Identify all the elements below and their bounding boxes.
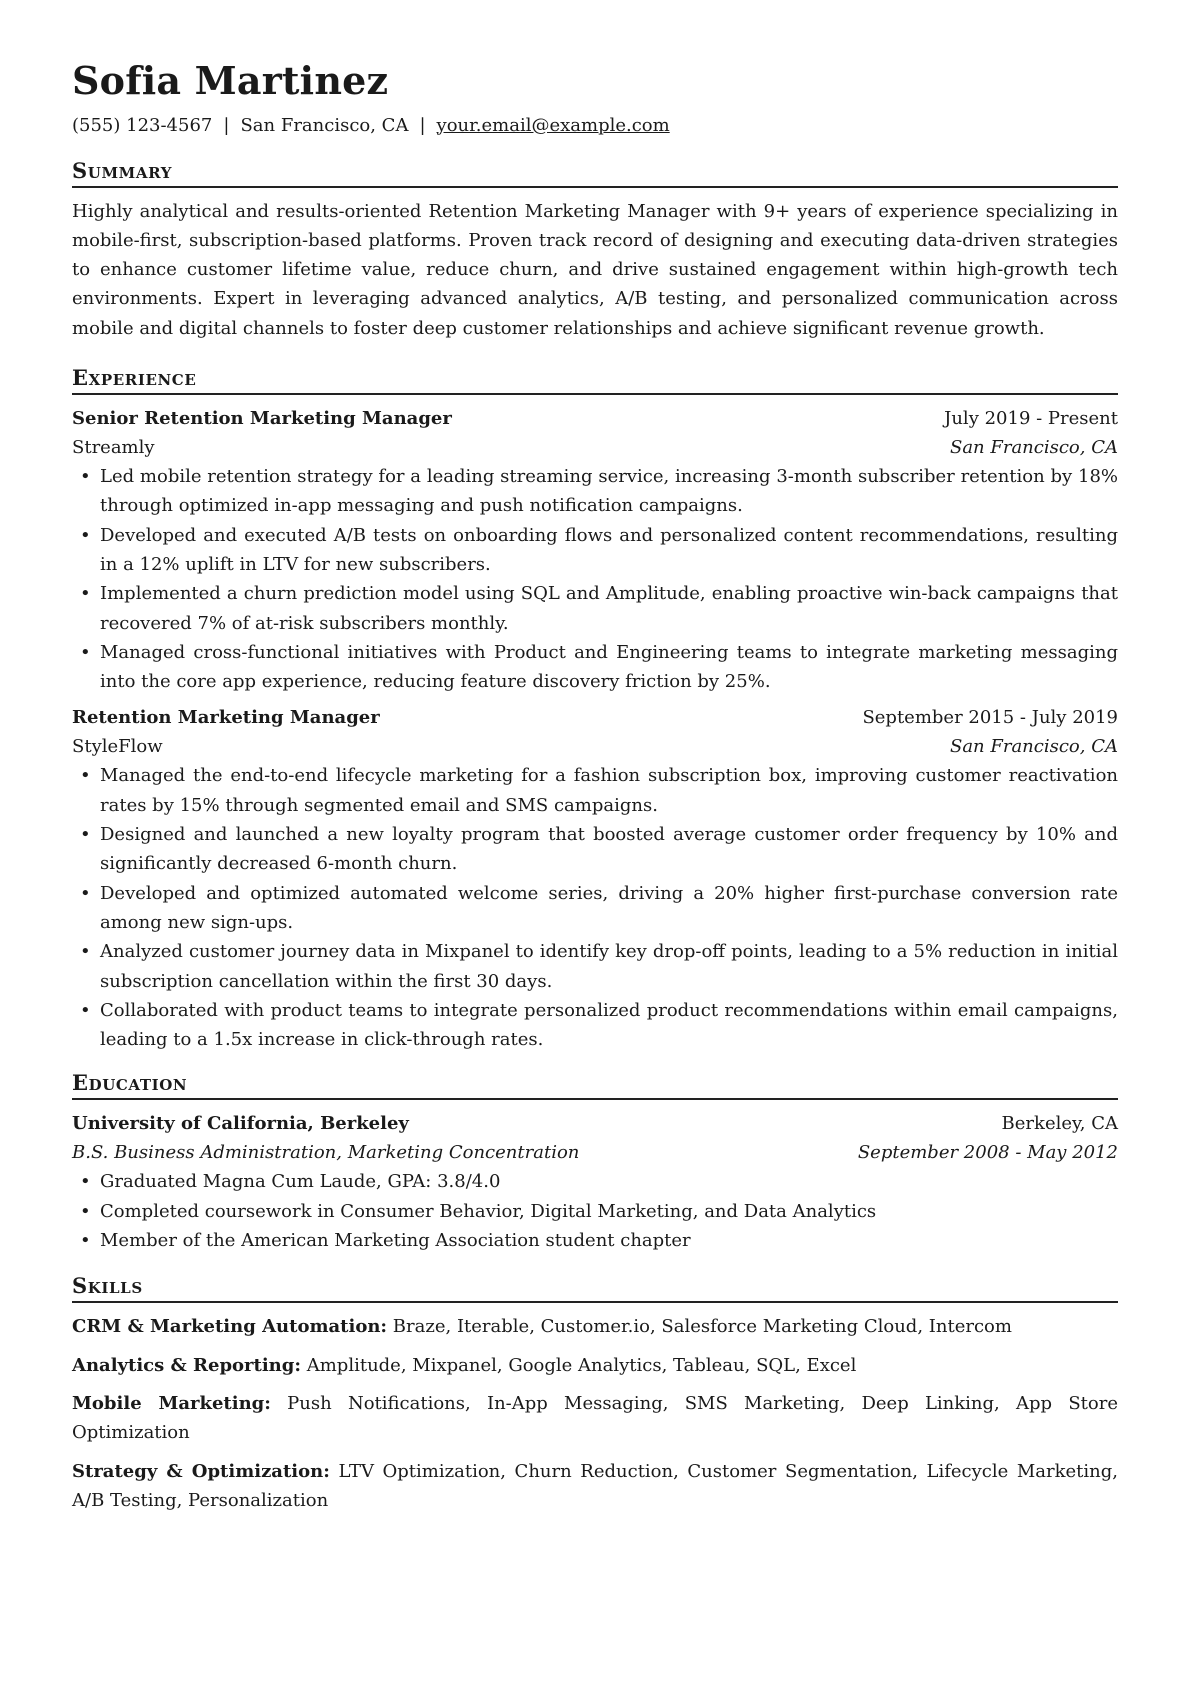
bullet-icon: • — [80, 941, 91, 963]
list-item — [72, 579, 1118, 638]
summary-text: Highly analytical and results-oriented Retention Marketing Manager with 9+ years of experience specializing in mobile-first, subscription-based platforms. Proven track record of designing and executing data-driven strategies to enhance customer lifetime value, reduce churn, and drive sustained engagement within high-growth tech environments. Expert in leveraging advanced analytics, A/B testing, and personalized communication across mobile and digital channels to foster deep customer relationships and achieve significant revenue growth. — [72, 200, 1118, 339]
job-company: StyleFlow — [72, 736, 163, 758]
skill-line — [72, 1312, 1118, 1341]
bullet-text: Developed and executed A/B tests on onboarding flows and personalized content recommendations, resulting in a 12% uplift in LTV for new subscribers. — [100, 524, 1118, 575]
skill-label: Mobile Marketing: — [72, 1392, 271, 1414]
school-name: University of California, Berkeley — [72, 1113, 409, 1135]
education-heading: Education — [72, 1070, 1118, 1100]
list-item — [72, 1167, 1118, 1196]
skill-label: Strategy & Optimization: — [72, 1460, 330, 1482]
list-item — [72, 879, 1118, 938]
job-bullets — [72, 761, 1118, 1054]
candidate-name: Sofia Martinez — [72, 58, 389, 103]
job-location: San Francisco, CA — [949, 736, 1118, 758]
degree-name: B.S. Business Administration, Marketing Concentration — [72, 1142, 580, 1164]
list-item — [72, 521, 1118, 580]
contact-separator: | — [419, 114, 426, 136]
bullet-icon: • — [80, 583, 91, 605]
job-location: San Francisco, CA — [949, 437, 1118, 459]
bullet-icon: • — [80, 466, 91, 488]
job-company: Streamly — [72, 437, 155, 459]
bullet-text: Completed coursework in Consumer Behavior, Digital Marketing, and Data Analytics — [100, 1200, 877, 1222]
bullet-text: Led mobile retention strategy for a leading streaming service, increasing 3-month subscriber retention by 18% through optimized in-app messaging and push notification campaigns. — [100, 466, 1118, 517]
list-item — [72, 1226, 1118, 1255]
bullet-icon: • — [80, 882, 91, 904]
bullet-icon: • — [80, 524, 91, 546]
skill-value: Amplitude, Mixpanel, Google Analytics, Tableau, SQL, Excel — [306, 1354, 857, 1376]
education-section — [72, 1109, 1118, 1255]
bullet-icon: • — [80, 1200, 91, 1222]
job-entry — [72, 703, 1118, 1054]
list-item — [72, 462, 1118, 521]
skill-value: LTV Optimization, Churn Reduction, Customer Segmentation, Lifecycle Marketing, A/B Testing, Personalization — [72, 1460, 1118, 1511]
bullet-text: Designed and launched a new loyalty program that boosted average customer order frequency by 10% and significantly decreased 6-month churn. — [100, 824, 1118, 875]
skills-section — [72, 1312, 1118, 1515]
bullet-icon: • — [80, 999, 91, 1021]
list-item — [72, 1197, 1118, 1226]
bullet-icon: • — [80, 641, 91, 663]
bullet-icon: • — [80, 1230, 91, 1252]
job-dates: July 2019 - Present — [944, 408, 1118, 430]
skill-label: CRM & Marketing Automation: — [72, 1316, 388, 1338]
bullet-text: Implemented a churn prediction model using SQL and Amplitude, enabling proactive win-back campaigns that recovered 7% of at-risk subscribers monthly. — [100, 583, 1118, 634]
contact-separator: | — [223, 114, 230, 136]
phone-number: (555) 123-4567 — [72, 114, 213, 136]
bullet-text: Member of the American Marketing Association student chapter — [100, 1230, 691, 1252]
bullet-text: Collaborated with product teams to integrate personalized product recommendations within email campaigns, leading to a 1.5x increase in click-through rates. — [100, 999, 1118, 1051]
bullet-icon: • — [80, 824, 91, 846]
location-text: San Francisco, CA — [240, 114, 409, 136]
job-entry — [72, 404, 1118, 696]
bullet-icon: • — [80, 765, 91, 787]
summary-heading: Summary — [72, 158, 1118, 188]
job-role: Retention Marketing Manager — [72, 707, 380, 729]
bullet-text: Graduated Magna Cum Laude, GPA: 3.8/4.0 — [100, 1171, 501, 1193]
list-item — [72, 638, 1118, 697]
email-link[interactable]: your.email@example.com — [436, 114, 670, 136]
skill-line — [72, 1389, 1118, 1448]
bullet-text: Managed cross-functional initiatives with Product and Engineering teams to integrate marketing messaging into the core app experience, reducing feature discovery friction by 25%. — [100, 641, 1118, 693]
experience-section — [72, 404, 1118, 1054]
bullet-text: Analyzed customer journey data in Mixpanel to identify key drop-off points, leading to a 5% reduction in initial subscription cancellation within the first 30 days. — [100, 941, 1118, 992]
list-item — [72, 937, 1118, 996]
list-item — [72, 996, 1118, 1055]
job-dates: September 2015 - July 2019 — [862, 707, 1118, 729]
bullet-text: Developed and optimized automated welcome series, driving a 20% higher first-purchase conversion rate among new sign-ups. — [100, 882, 1118, 933]
education-dates: September 2008 - May 2012 — [857, 1142, 1118, 1164]
job-role: Senior Retention Marketing Manager — [72, 408, 452, 430]
skill-value: Push Notifications, In-App Messaging, SMS Marketing, Deep Linking, App Store Optimization — [72, 1392, 1118, 1444]
skill-line — [72, 1457, 1118, 1516]
contact-line — [72, 114, 1118, 138]
skill-label: Analytics & Reporting: — [72, 1354, 301, 1376]
list-item — [72, 761, 1118, 820]
bullet-icon: • — [80, 1171, 91, 1193]
list-item — [72, 820, 1118, 879]
education-bullets — [72, 1167, 1118, 1255]
school-location: Berkeley, CA — [1001, 1113, 1118, 1135]
skills-heading: Skills — [72, 1273, 1118, 1303]
skill-line — [72, 1351, 1118, 1380]
bullet-text: Managed the end-to-end lifecycle marketing for a fashion subscription box, improving customer reactivation rates by 15% through segmented email and SMS campaigns. — [100, 765, 1118, 816]
job-bullets — [72, 462, 1118, 696]
experience-heading: Experience — [72, 365, 1118, 395]
skill-value: Braze, Iterable, Customer.io, Salesforce Marketing Cloud, Intercom — [392, 1316, 1012, 1338]
